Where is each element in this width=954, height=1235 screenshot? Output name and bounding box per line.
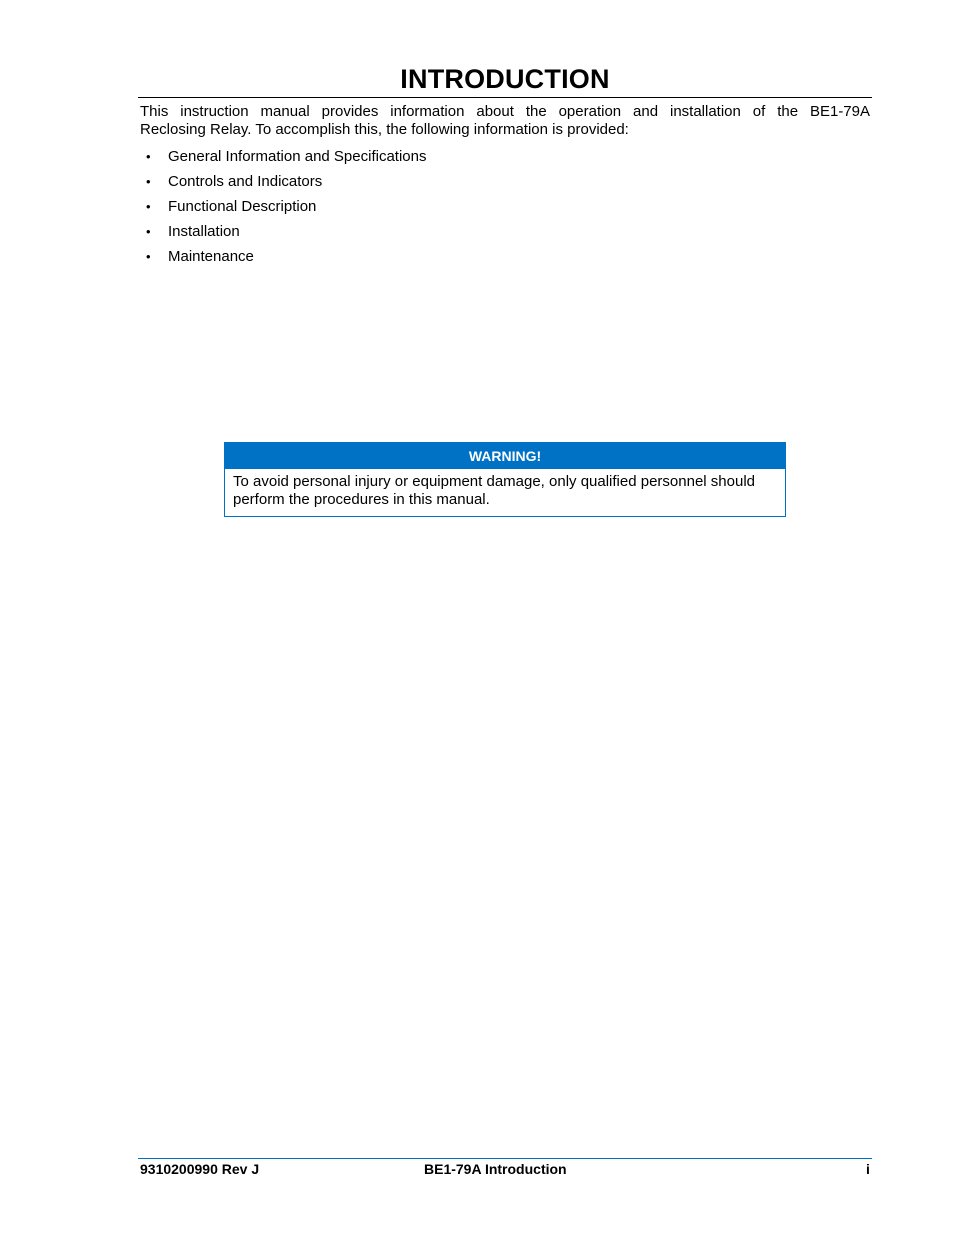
list-item-label: Controls and Indicators — [168, 173, 323, 190]
intro-line-1: This instruction manual provides information about the operation and installation of the BE1-79A — [140, 103, 870, 120]
bullet-icon: • — [146, 224, 151, 239]
warning-box — [224, 442, 786, 517]
list-item — [140, 221, 426, 246]
bullet-icon: • — [146, 249, 151, 264]
bullet-icon: • — [146, 149, 151, 164]
bullet-icon: • — [146, 199, 151, 214]
list-item-label: Installation — [168, 223, 240, 240]
page-title: INTRODUCTION — [400, 64, 610, 94]
list-item-label: Maintenance — [168, 248, 254, 265]
warning-heading: WARNING! — [225, 443, 785, 469]
topic-list — [140, 146, 426, 271]
footer-section-title: BE1-79A Introduction — [424, 1161, 567, 1177]
intro-line-2: Reclosing Relay. To accomplish this, the following information is provided: — [140, 121, 629, 138]
bullet-icon: • — [146, 174, 151, 189]
footer-page-number: i — [866, 1161, 870, 1177]
footer-divider — [138, 1158, 872, 1159]
intro-paragraph — [140, 103, 870, 139]
list-item — [140, 146, 426, 171]
list-item-label: General Information and Specifications — [168, 148, 427, 165]
list-item — [140, 246, 426, 271]
list-item — [140, 171, 426, 196]
list-item — [140, 196, 426, 221]
title-divider — [138, 97, 872, 98]
warning-text: To avoid personal injury or equipment damage, only qualified personnel should perform the procedures in this manual. — [233, 473, 755, 508]
footer-doc-number: 9310200990 Rev J — [140, 1161, 260, 1177]
list-item-label: Functional Description — [168, 198, 317, 215]
